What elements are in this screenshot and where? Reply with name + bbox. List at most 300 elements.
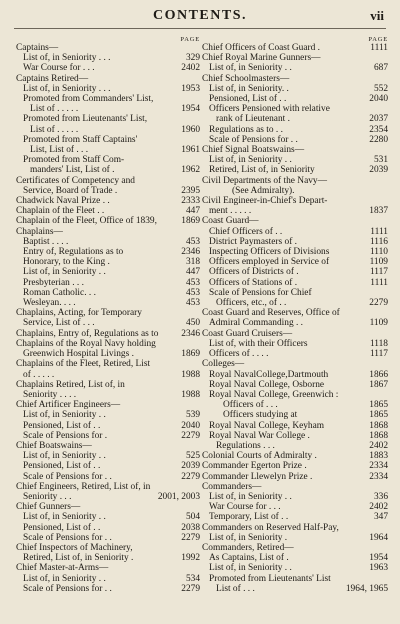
entry-page: 2279 [181, 430, 200, 441]
entry-page: 447 [185, 267, 200, 278]
entry-page: 329 [185, 53, 200, 64]
index-entry [202, 461, 388, 471]
entry-text: Chaplains Retired, List of, in [16, 379, 125, 390]
index-entry [202, 431, 388, 441]
entry-page [168, 227, 200, 237]
entry-page [168, 176, 200, 186]
entry-page: 1110 [369, 247, 388, 258]
index-entry [16, 104, 200, 114]
index-entry [202, 104, 388, 114]
index-entry [202, 53, 388, 63]
index-entry [202, 523, 388, 533]
entry-page: 2039 [369, 165, 388, 176]
entry-page: 1960 [181, 124, 200, 135]
entry-text: Greenwich Hospital Livings . [23, 349, 134, 360]
page-title: CONTENTS. [152, 8, 248, 23]
entry-text: Royal Naval College, Greenwich : [209, 389, 339, 400]
entry-text: Commander Llewelyn Prize . [202, 471, 313, 482]
entry-page: 2280 [369, 134, 388, 145]
index-entry [16, 145, 200, 155]
entry-text: Regulations . . . [216, 440, 275, 451]
index-entry [16, 492, 200, 502]
entry-text: Promoted from Lieutenants' List, [23, 114, 148, 125]
entry-text: of . . . . . [23, 369, 55, 380]
entry-text: Promoted from Staff Captains' [23, 134, 138, 145]
entry-text: Retired, List of, in Seniority [209, 165, 315, 176]
entry-text: War Course for . . . [23, 63, 95, 74]
entry-text: Chadwick Naval Prize . . [16, 196, 110, 207]
index-entry [16, 563, 200, 573]
entry-text: Seniority . . . [23, 491, 72, 502]
index-entry [202, 553, 388, 563]
entry-text: Roman Catholic. . . [23, 287, 96, 298]
entry-text: Chief Inspectors of Machinery, [16, 542, 133, 553]
index-entry [16, 216, 200, 226]
entry-page: 534 [185, 573, 200, 584]
entry-page: 1954 [369, 553, 388, 564]
index-entry [202, 288, 388, 298]
entry-page [356, 329, 388, 339]
index-entry [202, 563, 388, 573]
index-entry [16, 329, 200, 339]
entry-text: Inspecting Officers of Divisions [209, 247, 330, 258]
index-entry [16, 247, 200, 257]
entry-text: Chief Boatswains— [16, 440, 92, 451]
entry-text: List of, in Seniority . . [23, 573, 106, 584]
entry-text: Scale of Pensions for Chief [209, 287, 312, 298]
index-entry [16, 339, 200, 349]
index-entry [16, 308, 200, 318]
entry-page [356, 216, 388, 226]
entry-text: List of . . . [216, 583, 255, 594]
entry-text: Regulations as to . . [209, 124, 283, 135]
entry-text: List of . . . . . [30, 124, 79, 135]
index-entry [16, 298, 200, 308]
entry-page [168, 155, 200, 165]
entry-page [168, 563, 200, 573]
entry-text: List of, in Seniority . . [23, 267, 106, 278]
entry-page [356, 196, 388, 206]
entry-page: 1883 [369, 451, 388, 462]
entry-page: 2402 [369, 502, 388, 513]
entry-page [168, 543, 200, 553]
index-entry [202, 247, 388, 257]
entry-page: 2402 [181, 63, 200, 74]
entry-page: 1118 [369, 338, 388, 349]
entry-page [168, 94, 200, 104]
entry-text: Chief Signal Boatswains— [202, 145, 305, 156]
entry-page [168, 441, 200, 451]
entry-page: 2354 [369, 124, 388, 135]
entry-text: Service, List of . . . [23, 318, 95, 329]
entry-page: 1868 [369, 420, 388, 431]
entry-page: 1988 [181, 369, 200, 380]
entry-text: Promoted from Staff Com- [23, 155, 125, 166]
index-entry [16, 472, 200, 482]
entry-text: Retired, List of, in Seniority . [23, 553, 134, 564]
entry-text: Royal NavalCollege,Dartmouth [209, 369, 329, 380]
entry-page: 1961 [181, 145, 200, 156]
entry-page [356, 145, 388, 155]
entry-page [356, 482, 388, 492]
index-entry [16, 431, 200, 441]
entry-page [168, 74, 200, 84]
entry-page [356, 104, 388, 114]
entry-text: Chaplain of the Fleet . . [16, 206, 105, 217]
entry-page [168, 339, 200, 349]
entry-text: Admiral Commanding . . [209, 318, 304, 329]
entry-text: War Course for . . . [209, 502, 281, 513]
entry-text: Captains— [16, 43, 59, 53]
entry-page: 1869 [181, 216, 200, 227]
entry-page: 1111 [370, 43, 388, 53]
entry-text: (See Admiralty). [232, 185, 295, 196]
entry-page [356, 308, 388, 318]
entry-text: List of, in Seniority . . . [23, 53, 111, 64]
index-entry [16, 410, 200, 420]
entry-text: Colleges— [202, 359, 245, 370]
index-entry [202, 308, 388, 318]
entry-page: 1992 [181, 553, 200, 564]
index-entry [202, 390, 388, 400]
entry-text: Scale of Pensions for . . [23, 532, 112, 543]
entry-text: Chief Master-at-Arms— [16, 563, 109, 574]
entry-page: 453 [185, 236, 200, 247]
index-entry [202, 206, 388, 216]
entry-text: Chaplain of the Fleet, Office of 1839, [16, 216, 157, 227]
entry-page: 2279 [181, 532, 200, 543]
entry-text: Coast Guard— [202, 216, 259, 227]
index-entry [202, 410, 388, 420]
index-entry [202, 359, 388, 369]
entry-text: Royal Naval College, Keyham [209, 420, 325, 431]
index-entry [16, 370, 200, 380]
entry-text: Wesleyan. . . . [23, 298, 76, 309]
entry-text: List of, with their Officers [209, 338, 308, 349]
index-entry [202, 196, 388, 206]
entry-text: Chief Royal Marine Gunners— [202, 53, 321, 64]
index-entry [16, 523, 200, 533]
index-entry [202, 94, 388, 104]
entry-page: 2279 [181, 583, 200, 594]
index-entry [202, 145, 388, 155]
index-entry [16, 359, 200, 369]
entry-page: 525 [185, 451, 200, 462]
entry-text: District Paymasters of . [209, 236, 298, 247]
index-entry [202, 84, 388, 94]
entry-text: Seniority . . . . [23, 389, 77, 400]
entry-text: Pensioned, List of . . [209, 94, 287, 105]
index-entry [202, 482, 388, 492]
entry-page: 318 [185, 257, 200, 268]
entry-page: 2346 [181, 247, 200, 258]
index-entry [16, 441, 200, 451]
entry-text: Pensioned, List of . . [23, 461, 101, 472]
index-entry [16, 349, 200, 359]
entry-page: 2346 [181, 328, 200, 339]
index-entry [202, 574, 388, 584]
entry-text: Commander Egerton Prize . [202, 461, 307, 472]
entry-text: Chief Gunners— [16, 502, 81, 513]
index-entry [16, 227, 200, 237]
index-entry [16, 553, 200, 563]
entry-page: 1865 [369, 400, 388, 411]
entry-page: 1116 [369, 236, 388, 247]
index-entry [16, 543, 200, 553]
entry-text: Chaplains, Entry of, Regulations as to [16, 328, 159, 339]
index-entry [16, 237, 200, 247]
entry-page [168, 114, 200, 124]
entry-page [356, 523, 388, 533]
entry-text: Officers of Stations of . [209, 277, 298, 288]
entry-page: 2395 [181, 185, 200, 196]
entry-page: 2001, 2003 [157, 491, 200, 502]
index-entry [16, 451, 200, 461]
entry-text: Coast Guard Cruisers— [202, 328, 293, 339]
entry-text: Officers of . . . [223, 400, 278, 411]
entry-text: Chief Engineers, Retired, List of, in [16, 481, 151, 492]
entry-page: 2037 [369, 114, 388, 125]
index-entry [202, 125, 388, 135]
entry-page [168, 482, 200, 492]
index-entry [16, 461, 200, 471]
entry-text: Chaplains, Acting, for Temporary [16, 308, 142, 319]
entry-page: 453 [185, 298, 200, 309]
index-entry [202, 472, 388, 482]
entry-text: List of, in Seniority . . [209, 491, 292, 502]
index-entry [16, 206, 200, 216]
entry-text: manders' List, List of . [30, 165, 115, 176]
entry-text: Scale of Pensions for . . [23, 471, 112, 482]
entry-text: List of, in Seniority . . [209, 63, 292, 74]
index-entry [202, 135, 388, 145]
entry-page [356, 390, 388, 400]
entry-page: 2040 [369, 94, 388, 105]
entry-page: 1867 [369, 379, 388, 390]
entry-text: Chief Officers of Coast Guard . [202, 43, 321, 53]
index-entry [202, 43, 388, 53]
entry-page: 2334 [369, 461, 388, 472]
entry-text: List of, in Seniority. . [209, 83, 289, 94]
entry-page: 1964, 1965 [345, 583, 388, 594]
entry-page [168, 502, 200, 512]
entry-text: List of, in Seniority . . [23, 451, 106, 462]
entry-page [356, 74, 388, 84]
entry-page: 1962 [181, 165, 200, 176]
entry-text: List of, in Seniority . . [209, 155, 292, 166]
index-entry [202, 380, 388, 390]
index-entry [16, 74, 200, 84]
index-entry [202, 165, 388, 175]
entry-page: 1963 [369, 563, 388, 574]
index-entry [202, 441, 388, 451]
entry-page: 2334 [369, 471, 388, 482]
entry-text: Officers Pensioned with relative [209, 104, 330, 115]
page-header [0, 8, 400, 28]
index-entry [16, 502, 200, 512]
index-entry [16, 390, 200, 400]
entry-text: List of, in Seniority . . [23, 512, 106, 523]
index-entry [16, 84, 200, 94]
index-entry [202, 74, 388, 84]
index-entry [16, 267, 200, 277]
entry-text: Officers employed in Service of [209, 257, 330, 268]
entry-text: Officers, etc., of . . [216, 298, 287, 309]
index-entry [202, 257, 388, 267]
entry-page: 1109 [369, 257, 388, 268]
page-folio: vii [370, 8, 384, 23]
entry-page: 1866 [369, 369, 388, 380]
entry-page [168, 135, 200, 145]
entry-text: Civil Engineer-in-Chief's Depart- [202, 196, 328, 207]
index-entry [16, 421, 200, 431]
entry-page: 1868 [369, 430, 388, 441]
entry-text: Chaplains— [16, 226, 63, 237]
entry-page [356, 574, 388, 584]
entry-text: List of, in Seniority . . . [23, 83, 111, 94]
entry-page: 1109 [369, 318, 388, 329]
entry-page: 2279 [181, 471, 200, 482]
entry-page: 336 [373, 491, 388, 502]
index-entry [16, 135, 200, 145]
entry-text: Pensioned, List of . . [23, 420, 101, 431]
entry-page: 1865 [369, 410, 388, 421]
index-entry [202, 339, 388, 349]
index-entry [16, 155, 200, 165]
index-entry [202, 400, 388, 410]
index-entry [16, 400, 200, 410]
index-entry [16, 533, 200, 543]
entry-page: 504 [185, 512, 200, 523]
index-entry [202, 278, 388, 288]
entry-page: 2038 [181, 522, 200, 533]
index-entry [202, 176, 388, 186]
entry-text: Promoted from Lieutenants' List [209, 573, 331, 584]
index-entry [202, 543, 388, 553]
index-entry [16, 165, 200, 175]
index-entry [202, 349, 388, 359]
entry-text: Chief Officers of . . [209, 226, 283, 237]
entry-text: Chief Schoolmasters— [202, 73, 290, 84]
index-entry [202, 155, 388, 165]
index-entry [16, 318, 200, 328]
index-entry [202, 421, 388, 431]
entry-page [356, 176, 388, 186]
entry-page: 1117 [369, 349, 388, 360]
entry-text: Promoted from Commanders' List, [23, 94, 154, 105]
right-column [202, 36, 388, 594]
index-entry [202, 533, 388, 543]
index-entry [16, 512, 200, 522]
entry-page [168, 308, 200, 318]
entry-page: 2039 [181, 461, 200, 472]
page-column-label: PAGE [368, 36, 388, 43]
entry-text: Captains Retired— [16, 73, 89, 84]
entry-page: 1953 [181, 83, 200, 94]
index-entry [202, 186, 388, 196]
entry-page [356, 543, 388, 553]
entry-text: Certificates of Competency and [16, 175, 135, 186]
entry-page: 2279 [369, 298, 388, 309]
entry-page: 2040 [181, 420, 200, 431]
index-entry [16, 186, 200, 196]
entry-page: 552 [373, 83, 388, 94]
entry-page: 1954 [181, 104, 200, 115]
entry-text: rank of Lieutenant . [216, 114, 290, 125]
entry-page: 347 [373, 512, 388, 523]
index-entry [202, 492, 388, 502]
index-entry [16, 176, 200, 186]
index-entry [16, 257, 200, 267]
index-entry [202, 329, 388, 339]
index-entry [16, 125, 200, 135]
entry-text: Scale of Pensions for . [23, 430, 108, 441]
entry-page: 453 [185, 287, 200, 298]
entry-text: Royal Naval War College . [209, 430, 310, 441]
entry-page: 2333 [181, 196, 200, 207]
entry-page: 1988 [181, 389, 200, 400]
index-entry [16, 53, 200, 63]
entry-page [356, 53, 388, 63]
entry-text: Honorary, to the King . [23, 257, 110, 268]
entry-text: Chief Artificer Engineers— [16, 400, 121, 411]
entry-text: Coast Guard and Reserves, Office of [202, 308, 340, 319]
entry-page: 2402 [369, 440, 388, 451]
entry-text: Presbyterian . . . [23, 277, 84, 288]
index-entry [16, 94, 200, 104]
entry-page [356, 288, 388, 298]
index-entry [202, 370, 388, 380]
entry-page [168, 359, 200, 369]
entry-page: 1111 [370, 277, 388, 288]
index-list [16, 43, 200, 594]
entry-text: Chaplains of the Royal Navy holding [16, 338, 156, 349]
index-entry [16, 574, 200, 584]
index-entry [202, 237, 388, 247]
entry-text: List of, in Seniority . [209, 532, 288, 543]
left-column [16, 36, 200, 594]
entry-text: Civil Departments of the Navy— [202, 175, 327, 186]
index-entry [16, 278, 200, 288]
index-list [202, 43, 388, 594]
index-entry [16, 43, 200, 53]
entry-text: Commanders, Retired— [202, 542, 294, 553]
index-entry [202, 318, 388, 328]
entry-page: 447 [185, 206, 200, 217]
entry-page [168, 400, 200, 410]
entry-text: Chaplains of the Fleet, Retired, List [16, 359, 151, 370]
entry-text: Entry of, Regulations as to [23, 247, 124, 258]
entry-page: 1869 [181, 349, 200, 360]
entry-page: 1964 [369, 532, 388, 543]
entry-text: Scale of Pensions for . . [23, 583, 112, 594]
index-entry [202, 267, 388, 277]
entry-text: Temporary, List of . . [209, 512, 289, 523]
index-entry [16, 114, 200, 124]
header-rule [14, 28, 386, 29]
index-entry [16, 288, 200, 298]
entry-text: List of, in Seniority . . [23, 410, 106, 421]
entry-page [168, 380, 200, 390]
entry-page: 1111 [370, 226, 388, 237]
index-entry [16, 63, 200, 73]
index-entry [16, 482, 200, 492]
index-entry [16, 196, 200, 206]
entry-text: Service, Board of Trade . [23, 185, 118, 196]
entry-text: Officers studying at [223, 410, 298, 421]
entry-page: 1117 [369, 267, 388, 278]
entry-text: List of . . . . . [30, 104, 79, 115]
